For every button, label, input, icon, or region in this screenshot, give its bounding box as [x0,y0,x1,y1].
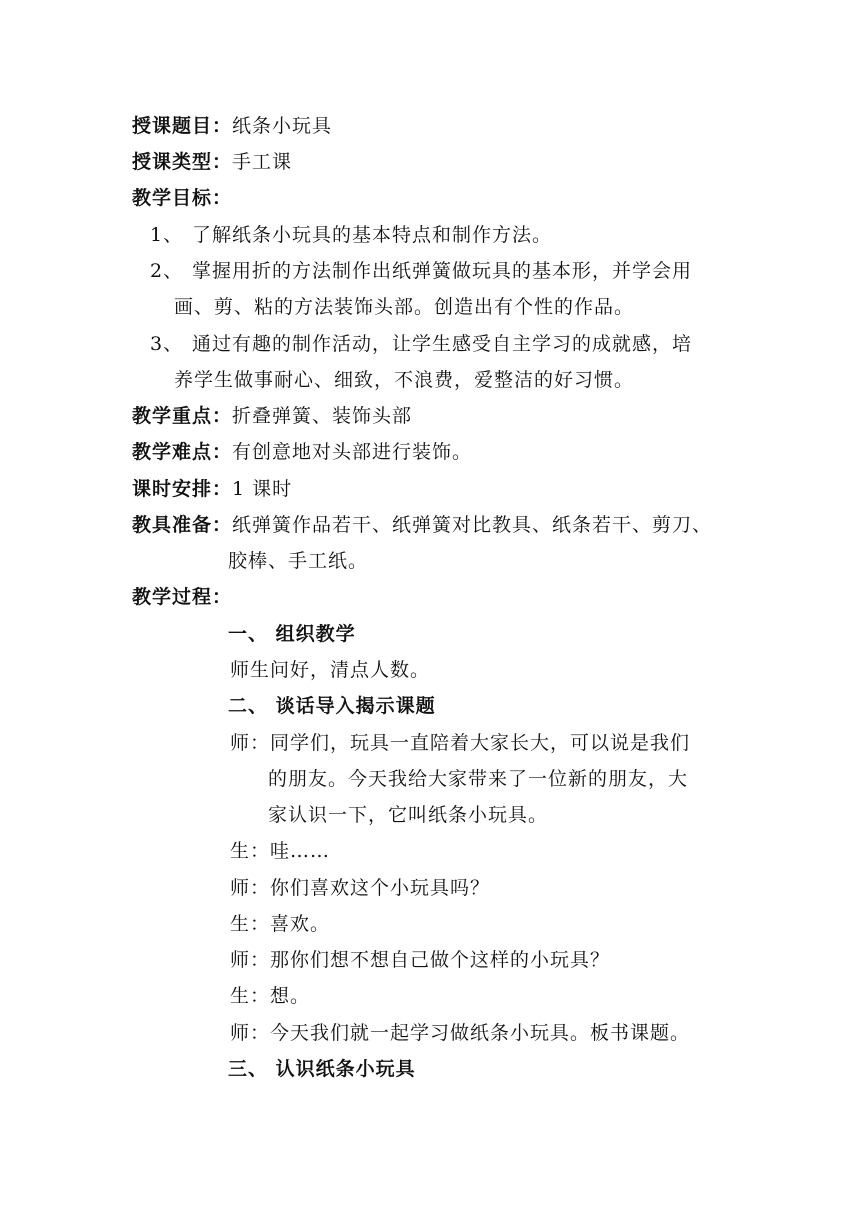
dialogue-6: 生：想。 [230,985,311,1007]
schedule-value: 1 课时 [232,478,293,500]
goal-3-line-2: 养学生做事耐心、细致，不浪费，爱整洁的好习惯。 [174,369,635,391]
tools-value-line-2: 胶棒、手工纸。 [228,550,369,572]
topic-value: 纸条小玩具 [232,115,333,137]
key-points-value: 折叠弹簧、装饰头部 [232,405,413,427]
goal-1-number: 1、 [150,224,184,246]
key-points-line [132,403,412,429]
goal-2-line-1: 掌握用折的方法制作出纸弹簧做玩具的基本形，并学会用 [192,260,693,282]
goal-2-number: 2、 [150,260,184,282]
difficulty-label: 教学难点： [132,441,233,463]
tools-value-line-1: 纸弹簧作品若干、纸弹簧对比教具、纸条若干、剪刀、 [232,514,713,536]
goal-1-text: 了解纸条小玩具的基本特点和制作方法。 [192,224,553,246]
dialogue-1-line-1: 师：同学们，玩具一直陪着大家长大，可以说是我们 [230,732,691,754]
section-3-title: 三、 认识纸条小玩具 [228,1058,416,1080]
goal-3-line-1: 通过有趣的制作活动，让学生感受自主学习的成就感，培 [192,333,693,355]
goal-2-line-2: 画、剪、粘的方法装饰头部。创造出有个性的作品。 [174,296,635,318]
dialogue-7: 师：今天我们就一起学习做纸条小玩具。板书课题。 [230,1022,691,1044]
type-value: 手工课 [232,151,293,173]
dialogue-1-line-2: 的朋友。今天我给大家带来了一位新的朋友，大 [268,768,689,790]
dialogue-1-line-3: 家认识一下，它叫纸条小玩具。 [268,804,549,826]
dialogue-2: 生：哇…… [230,840,331,862]
key-points-label: 教学重点： [132,405,233,427]
type-label: 授课类型： [132,151,233,173]
section-2-title: 二、 谈话导入揭示课题 [228,695,436,717]
process-label: 教学过程： [132,586,233,608]
tools-line [132,512,712,538]
goal-3-number: 3、 [150,333,184,355]
section-1-text: 师生问好，清点人数。 [230,659,431,681]
dialogue-5: 师：那你们想不想自己做个这样的小玩具？ [230,949,611,971]
dialogue-3: 师：你们喜欢这个小玩具吗？ [230,877,491,899]
topic-line [132,113,332,139]
goals-label: 教学目标： [132,187,233,209]
section-1-title: 一、 组织教学 [228,623,356,645]
topic-label: 授课题目： [132,115,233,137]
tools-label: 教具准备： [132,514,233,536]
type-line [132,149,292,175]
dialogue-4: 生：喜欢。 [230,913,331,935]
difficulty-line [132,439,472,465]
schedule-label: 课时安排： [132,478,233,500]
schedule-line [132,476,292,502]
difficulty-value: 有创意地对头部进行装饰。 [232,441,473,463]
